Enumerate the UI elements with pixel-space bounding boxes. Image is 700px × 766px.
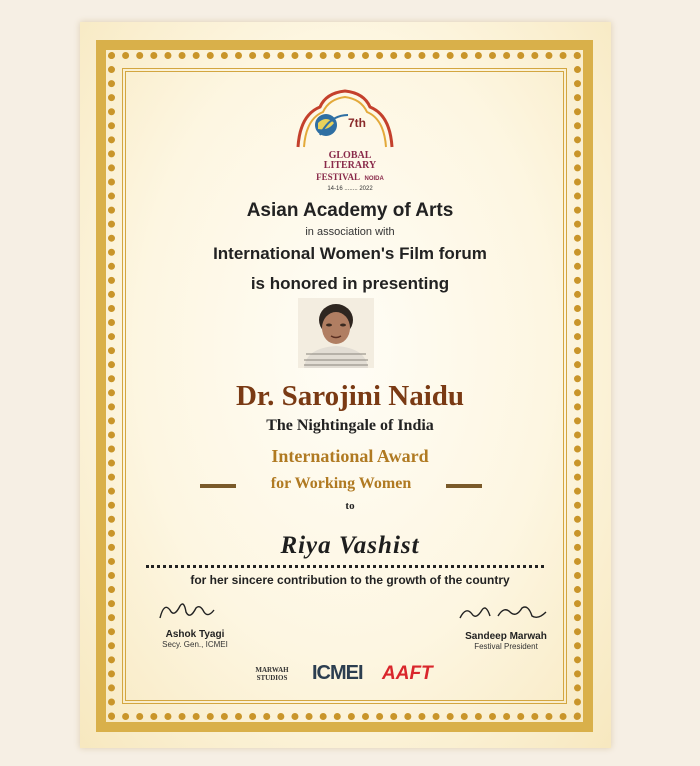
signature-scrawl-right [446,600,566,626]
signature-scrawl-left [140,598,250,624]
festival-logo [290,85,400,195]
partner-name: International Women's Film forum [213,244,487,263]
association-text: in association with [305,226,395,238]
portrait-photo [298,298,374,368]
signatory-name-right: Sandeep Marwah [465,631,547,642]
to-text: to [345,500,355,512]
award-title-line2-row [200,475,482,497]
festival-name-line2: LITERARY [323,160,377,171]
festival-edition: 7th [348,116,366,130]
decorative-bar-left [200,484,236,488]
festival-dates: 14-16 ........ 2022 [327,186,373,192]
presenting-text: is honored in presenting [250,274,450,293]
signatory-title-right: Festival President [474,642,538,651]
award-title-line1: International Award [271,446,429,466]
icmei-logo: ICMEI [312,662,363,684]
marwah-studios-logo: MARWAH STUDIOS [255,666,289,682]
award-title-line2: for Working Women [270,475,412,492]
signature-block-left [140,598,250,649]
festival-name-line3: FESTIVAL [316,172,361,182]
aaft-logo: AAFT [382,663,433,684]
recipient-dotted-line [146,565,544,568]
award-namesake: Dr. Sarojini Naidu [235,380,465,412]
signatory-title-left: Secy. Gen., ICMEI [162,640,228,649]
decorative-bar-right [446,484,482,488]
festival-name-line1: GLOBAL [328,150,372,161]
recipient-name: Riya Vashist [280,532,420,559]
award-namesake-nickname: The Nightingale of India [266,417,434,434]
organizer-name: Asian Academy of Arts [246,200,454,221]
footer-logos [250,662,470,688]
signatory-name-left: Ashok Tyagi [165,629,225,640]
festival-city: NOIDA [364,176,384,182]
citation-text: for her sincere contribution to the growth of the country [190,573,510,587]
signature-block-right [446,600,566,651]
